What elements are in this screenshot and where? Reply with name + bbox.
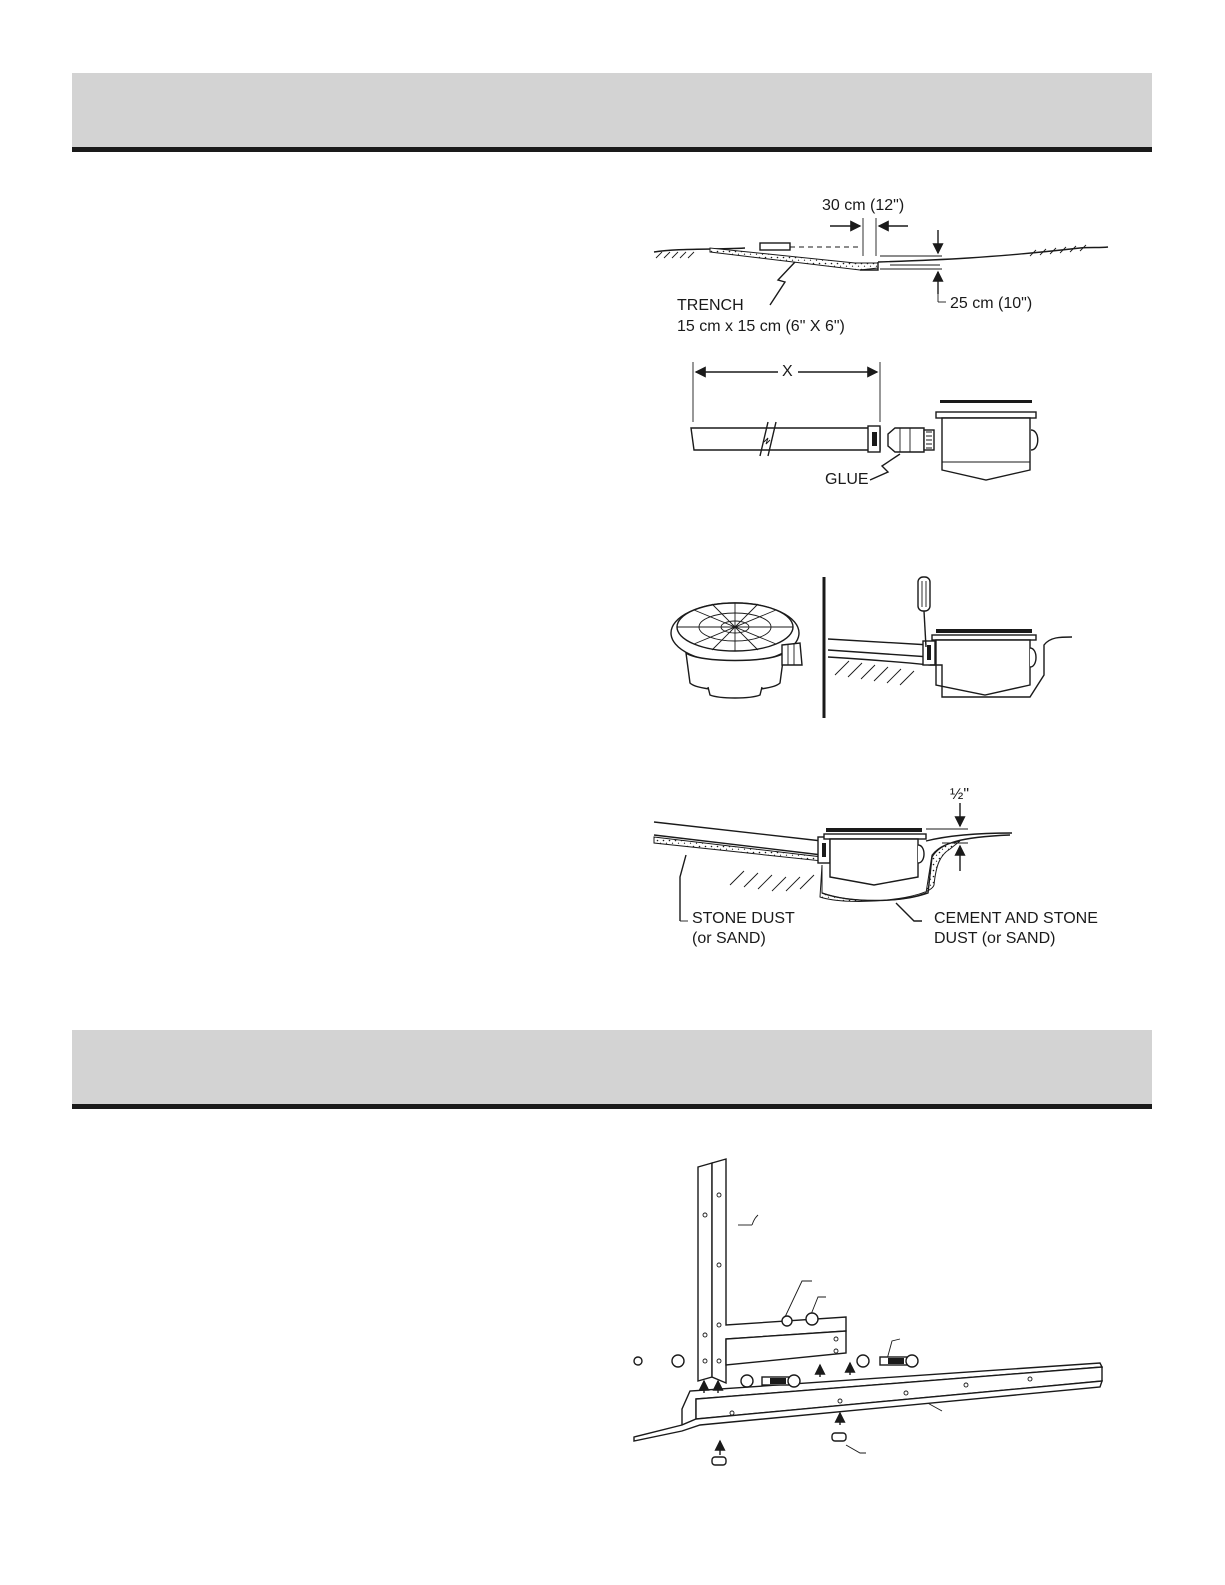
cement-label: CEMENT AND STONE xyxy=(934,910,1098,927)
glue-label: GLUE xyxy=(825,471,869,488)
trench-gap-dimension-label: 30 cm (12") xyxy=(822,197,905,214)
pipe-length-label: X xyxy=(782,363,793,380)
trench-title-label: TRENCH xyxy=(677,297,744,314)
pipe-glue-diagram xyxy=(690,362,1090,492)
section-header-band-middle xyxy=(72,1030,1152,1109)
half-inch-dimension-label: ½" xyxy=(950,786,970,803)
stone-dust-alt-label: (or SAND) xyxy=(692,930,766,947)
trench-depth-dimension-label: 25 cm (10") xyxy=(950,295,1033,312)
section-header-band-top xyxy=(72,73,1152,152)
bracket-assembly-diagram xyxy=(630,1155,1110,1475)
trench-size-label: 15 cm x 15 cm (6" X 6") xyxy=(677,318,845,335)
stone-dust-label: STONE DUST xyxy=(692,910,795,927)
trench-diagram xyxy=(650,190,1110,340)
drain-cement-diagram xyxy=(650,785,1098,965)
drain-install-diagram xyxy=(660,575,1090,725)
cement-alt-label: DUST (or SAND) xyxy=(934,930,1056,947)
